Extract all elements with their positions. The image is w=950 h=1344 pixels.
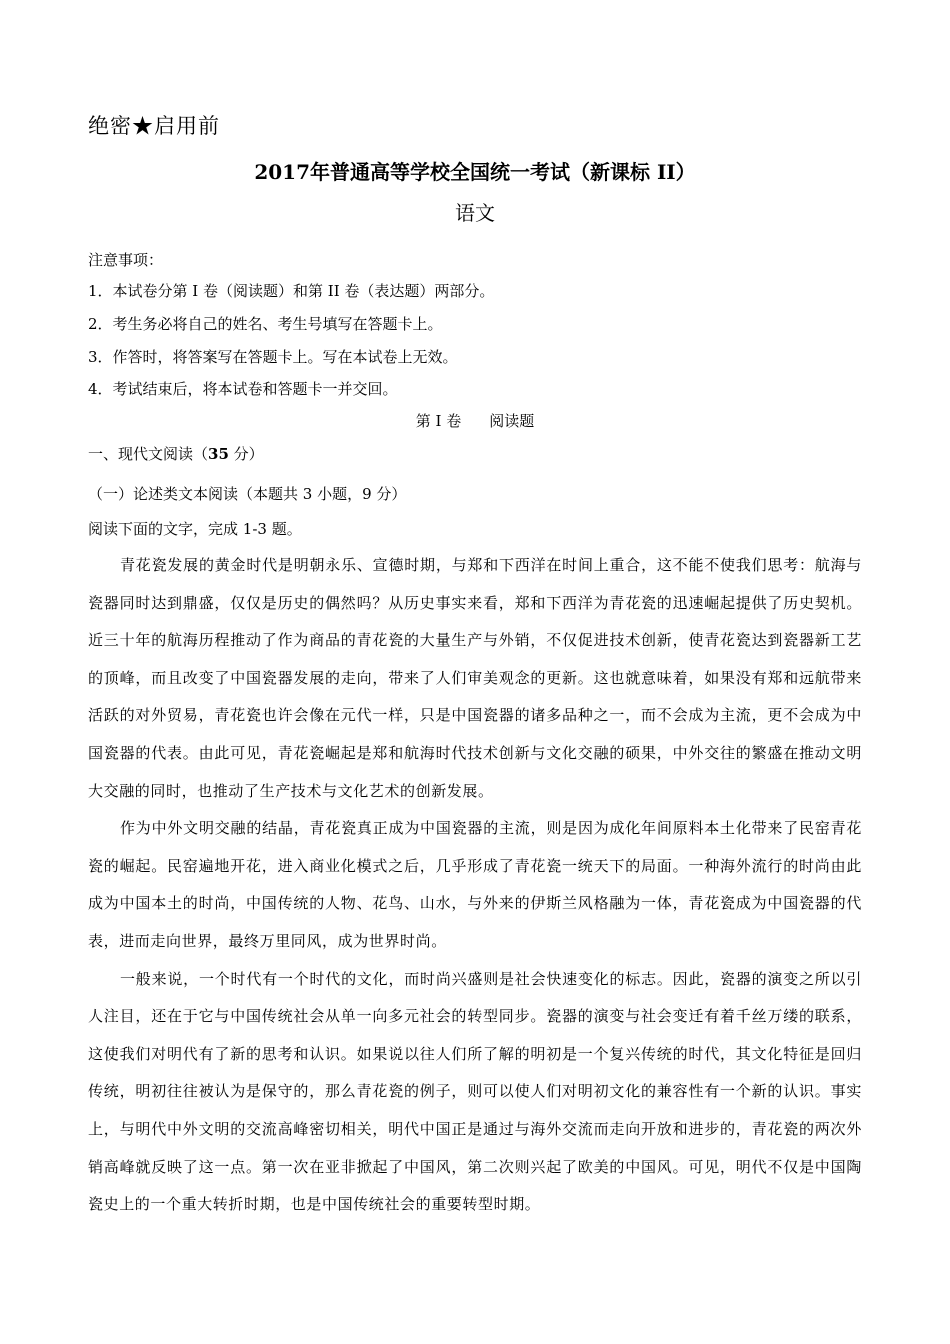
- subject-title: 语文: [455, 201, 495, 225]
- passage-paragraph-3: 一般来说，一个时代有一个时代的文化，而时尚兴盛则是社会快速变化的标志。因此，瓷器的演变之所以引人注目，还在于它与中国传统社会从单一向多元社会的转型同步。瓷器的演变与社会变迁有着千丝万缕的联系，这使我们对明代有了新的思考和认识。如果说以往人们所了解的明初是一个复兴传统的时代，其文化特征是回归传统，明初往往被认为是保守的，那么青花瓷的例子，则可以使人们对明初文化的兼容性有一个新的认识。事实上，与明代中外文明的交流高峰密切相关，明代中国正是通过与海外交流而走向开放和进步的，青花瓷的两次外销高峰就反映了这一点。第一次在亚非掀起了中国风，第二次则兴起了欧美的中国风。可见，明代不仅是中国陶瓷史上的一个重大转折时期，也是中国传统社会的重要转型时期。: [88, 969, 862, 1214]
- reading-instruction: 阅读下面的文字，完成 1-3 题。: [88, 520, 302, 538]
- part1-subheading: （一）论述类文本阅读（本题共 3 小题，9 分）: [88, 485, 407, 503]
- volume-label: 第 I 卷: [415, 412, 462, 430]
- notes-heading: 注意事项：: [88, 251, 164, 269]
- secret-mark: 绝密★启用前: [88, 114, 220, 138]
- note-item-3: 3．作答时，将答案写在答题卡上。写在本试卷上无效。: [88, 348, 458, 366]
- part1-suffix: 分）: [228, 445, 264, 463]
- part1-heading: [88, 443, 264, 464]
- note-item-4: 4．考试结束后，将本试卷和答题卡一并交回。: [88, 380, 398, 398]
- reading-passage: [88, 547, 862, 1224]
- note-item-1: 1．本试卷分第 I 卷（阅读题）和第 II 卷（表达题）两部分。: [88, 282, 495, 300]
- part1-score: 35: [208, 445, 229, 463]
- passage-paragraph-1: 青花瓷发展的黄金时代是明朝永乐、宣德时期，与郑和下西洋在时间上重合，这不能不使我们思考：航海与瓷器同时达到鼎盛，仅仅是历史的偶然吗？从历史事实来看，郑和下西洋为青花瓷的迅速崛起提供了历史契机。近三十年的航海历程推动了作为商品的青花瓷的大量生产与外销，不仅促进技术创新，使青花瓷达到瓷器新工艺的顶峰，而且改变了中国瓷器发展的走向，带来了人们审美观念的更新。这也就意味着，如果没有郑和远航带来活跃的对外贸易，青花瓷也许会像在元代一样，只是中国瓷器的诸多品种之一，而不会成为主流，更不会成为中国瓷器的代表。由此可见，青花瓷崛起是郑和航海时代技术创新与文化交融的硕果，中外交往的繁盛在推动文明大交融的同时，也推动了生产技术与文化艺术的创新发展。: [88, 556, 862, 800]
- volume-name: 阅读题: [489, 412, 535, 430]
- volume-heading: [0, 410, 950, 431]
- note-item-2: 2．考生务必将自己的姓名、考生号填写在答题卡上。: [88, 315, 443, 333]
- exam-title: 2017年普通高等学校全国统一考试（新课标 II）: [254, 160, 696, 184]
- passage-paragraph-2: 作为中外文明交融的结晶，青花瓷真正成为中国瓷器的主流，则是因为成化年间原料本土化带来了民窑青花瓷的崛起。民窑遍地开花，进入商业化模式之后，几乎形成了青花瓷一统天下的局面。一种海外流行的时尚由此成为中国本土的时尚，中国传统的人物、花鸟、山水，与外来的伊斯兰风格融为一体，青花瓷成为中国瓷器的代表，进而走向世界，最终万里同风，成为世界时尚。: [88, 819, 862, 950]
- part1-prefix: 一、现代文阅读（: [88, 445, 209, 463]
